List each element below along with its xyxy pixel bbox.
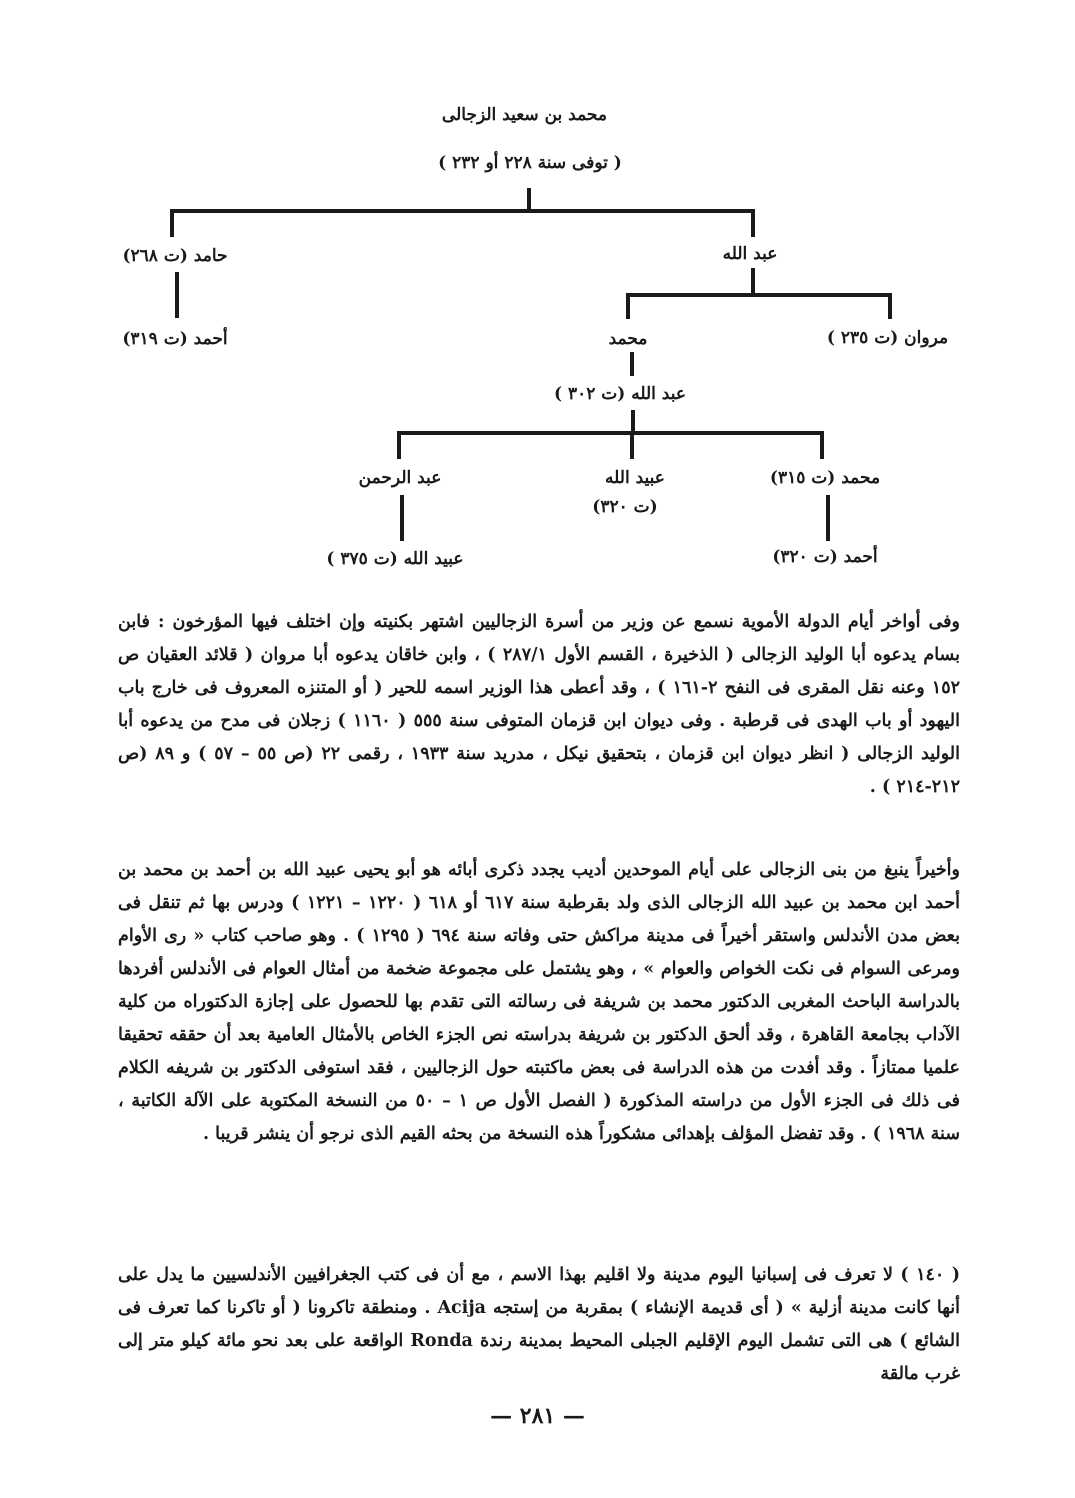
tree-node-ubaydallah-1-date: (ت ٣٢٠)	[592, 497, 658, 517]
tree-node-abdallah-1: عبد الله	[722, 244, 778, 264]
tree-node-ubaydallah-2: عبيد الله (ت ٣٧٥ )	[326, 549, 464, 569]
tree-node-abdallah-2: عبد الله (ت ٣٠٢ )	[553, 384, 687, 404]
tree-line	[630, 431, 634, 459]
tree-line	[175, 272, 179, 318]
paragraph: وأخيراً ينبغ من بنى الزجالى على أيام الموحدين أديب يجدد ذكرى أبائه هو أبو يحيى عبيد الله بن أحمد بن محمد بن أحمد ابن محمد بن عبيد الله الزجالى الذى ولد بقرطبة سنة ٦١٧ أو ٦١٨ ( ١٢٢٠ – ١٢٢١ ) ودرس بها ثم تنقل فى بعض مدن الأندلس واستقر أخيراً فى مدينة مراكش حتى وفاته سنة ٦٩٤ ( ١٢٩٥ ) . وهو صاحب كتاب « رى الأوام ومرعى السوام فى نكت الخواص والعوام » ، وهو يشتمل على مجموعة ضخمة من أمثال العوام فى الأندلس أفردها بالدراسة الباحث المغربى الدكتور محمد بن شريفة فى رسالته التى تقدم بها للحصول على إجازة الدكتوراه من كلية الآداب بجامعة القاهرة ، وقد ألحق الدكتور بن شريفة بدراسته نص الجزء الخاص بالأمثال العامية بعد أن حققه تحقيقا علميا ممتازاً . وقد أفدت من هذه الدراسة فى بعض ماكتبته حول الزجاليين ، فقد استوفى الدكتور بن شريفه الكلام فى ذلك فى الجزء الأول من دراسته المذكورة ( الفصل الأول ص ١ – ٥٠ من النسخة المكتوبة على الآلة الكاتبة ، سنة ١٩٦٨ ) . وقد تفضل المؤلف بإهدائى مشكوراً هذه النسخة من بحثه القيم الذى نرجو أن ينشر قريبا .	[118, 860, 961, 1144]
tree-root-date: ( توفى سنة ٢٢٨ أو ٢٣٢ )	[438, 153, 622, 173]
paragraph: ( ١٤٠ ) لا تعرف فى إسبانيا اليوم مدينة ولا اقليم بهذا الاسم ، مع أن فى كتب الجغرافيين الأندلسيين ما يدل على أنها كانت مدينة أزلية » ( أى قديمة الإنشاء ) بمقربة من إستجه Acija . ومنطقة تاكرونا ( أو تاكرنا كما تعرف فى الشائع ) هى التى تشمل اليوم الإقليم الجبلى المحيط بمدينة رندة Ronda الواقعة على بعد نحو مائة كيلو متر إلى غرب مالقة	[118, 1265, 961, 1384]
tree-line	[400, 495, 404, 541]
tree-line	[751, 268, 755, 294]
tree-line	[170, 209, 174, 237]
tree-line	[826, 495, 830, 541]
page-number: — ٢٨١ —	[490, 1403, 585, 1429]
tree-node-ubaydallah-1: عبيد الله	[605, 468, 665, 488]
tree-line	[630, 352, 634, 376]
tree-line	[820, 431, 824, 459]
tree-node-hamid: حامد (ت ٢٦٨)	[122, 246, 228, 266]
tree-node-ahmad-2: أحمد (ت ٣٢٠)	[772, 547, 878, 567]
tree-node-abdalrahman: عبد الرحمن	[358, 468, 442, 488]
tree-root-name: محمد بن سعيد الزجالى	[441, 105, 607, 125]
paragraph: وفى أواخر أيام الدولة الأموية نسمع عن وزير من أسرة الزجاليين اشتهر بكنيته وإن اختلف فيها المؤرخون : فابن بسام يدعوه أبا الوليد الزجالى ( الذخيرة ، القسم الأول ٢٨٧/١ ) ، وابن خاقان يدعوه أبا مروان ( قلائد العقيان ص ١٥٢ وعنه نقل المقرى فى النفح ٢-١٦١ ) ، وقد أعطى هذا الوزير اسمه للحير ( أو المتنزه المعروف فى خارج باب اليهود أو باب الهدى فى قرطبة . وفى ديوان ابن قزمان المتوفى سنة ٥٥٥ ( ١١٦٠ ) زجلان فى مدح من يدعوه أبا الوليد الزجالى ( انظر ديوان ابن قزمان ، بتحقيق نيكل ، مدريد سنة ١٩٣٣ ، رقمى ٢٢ (ص ٥٥ – ٥٧ ) و ٨٩ (ص ٢١٢-٢١٤ ) .	[118, 612, 961, 797]
tree-line	[626, 293, 630, 319]
tree-line	[397, 431, 401, 459]
tree-node-muhammad-1: محمد	[608, 329, 648, 349]
tree-line	[397, 431, 824, 435]
tree-node-ahmad-1: أحمد (ت ٣١٩)	[122, 329, 228, 349]
tree-node-muhammad-2: محمد (ت ٣١٥)	[769, 468, 881, 488]
tree-line	[751, 209, 755, 237]
tree-line	[170, 209, 755, 213]
tree-node-marwan: مروان (ت ٢٣٥ )	[826, 328, 949, 348]
tree-line	[888, 293, 892, 319]
tree-line	[626, 293, 891, 297]
genealogy-tree	[0, 0, 1075, 590]
